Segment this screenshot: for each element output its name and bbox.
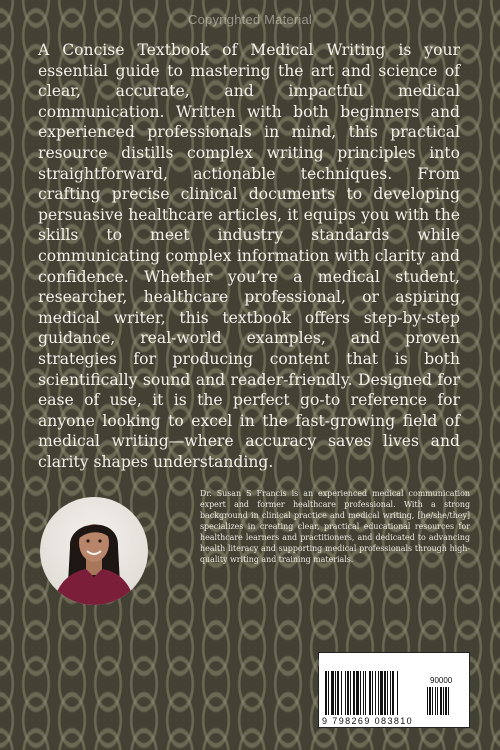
watermark: Copyrighted Material bbox=[188, 12, 312, 27]
barcode-bar bbox=[335, 671, 336, 715]
barcode-digits: 9 798269 083810 bbox=[322, 716, 414, 726]
barcode-bar bbox=[365, 671, 366, 715]
barcode-bar bbox=[387, 671, 388, 715]
barcode-bar bbox=[397, 671, 398, 715]
back-cover-blurb: A Concise Textbook of Medical Writing is your essential guide to mastering the art and science of clear, accurate, and impactful medical communication. Written with both beginners and experienced professionals in mind, this practical resource distills complex writing principles into straightforward, actionable techniques. From crafting precise clinical documents to developing persuasive healthcare articles, it equips you with the skills to meet industry standards while communicating complex information with clarity and confidence. Whether you’re a medical student, researcher, healthcare professional, or aspiring medical writer, this textbook offers step-by-step guidance, real-world examples, and proven strategies for producing content that is both scientifically sound and reader-friendly. Designed for ease of use, it is the perfect go-to reference for anyone looking to excel in the fast-growing field of medical writing—where accuracy saves lives and clarity shapes understanding. bbox=[38, 41, 460, 471]
barcode-bar bbox=[356, 671, 359, 715]
barcode-bar bbox=[350, 671, 351, 715]
barcode-bar bbox=[390, 671, 391, 715]
barcode-bar bbox=[384, 671, 386, 715]
barcode-addon-bar bbox=[437, 687, 438, 715]
barcode-bar bbox=[380, 671, 383, 715]
barcode-addon-bar bbox=[432, 687, 433, 715]
barcode-bar bbox=[369, 671, 371, 715]
barcode-bar bbox=[341, 671, 342, 715]
barcode-bar bbox=[363, 671, 364, 715]
barcode-addon-bar bbox=[443, 687, 444, 715]
barcode-bar bbox=[337, 671, 339, 715]
barcode-addon-bar bbox=[440, 687, 442, 715]
barcode-bar bbox=[353, 671, 355, 715]
barcode-bar bbox=[372, 671, 373, 715]
barcode-bar bbox=[345, 671, 346, 715]
barcode-bar bbox=[360, 671, 361, 715]
barcode-bar bbox=[375, 671, 376, 715]
barcode-addon-bar bbox=[448, 687, 449, 715]
isbn-label: ISBN 9798269083810 bbox=[318, 658, 412, 668]
barcode-bar bbox=[325, 671, 327, 715]
barcode-bar bbox=[378, 671, 379, 715]
barcode-bar bbox=[347, 671, 349, 715]
barcode-addon-bar bbox=[427, 687, 428, 715]
barcode-addon-bar bbox=[445, 687, 447, 715]
barcode-addon-bar bbox=[435, 687, 436, 715]
barcode-bar bbox=[328, 671, 329, 715]
barcode-bar bbox=[392, 671, 394, 715]
author-photo bbox=[40, 497, 148, 605]
barcode-bar bbox=[331, 671, 334, 715]
price-code: 90000 bbox=[430, 676, 453, 685]
author-bio: Dr. Susan S Francis is an experienced medical communication expert and former healthcare professional. With a strong background in clinical practice and medical writing, [he/she/they] specializes in creating clear, practical educational resources for healthcare learners and practitioners, and dedicated to advancing health literacy and supporting medical professionals through high-quality writing and training materials. bbox=[200, 489, 470, 564]
barcode-addon-bar bbox=[429, 687, 431, 715]
